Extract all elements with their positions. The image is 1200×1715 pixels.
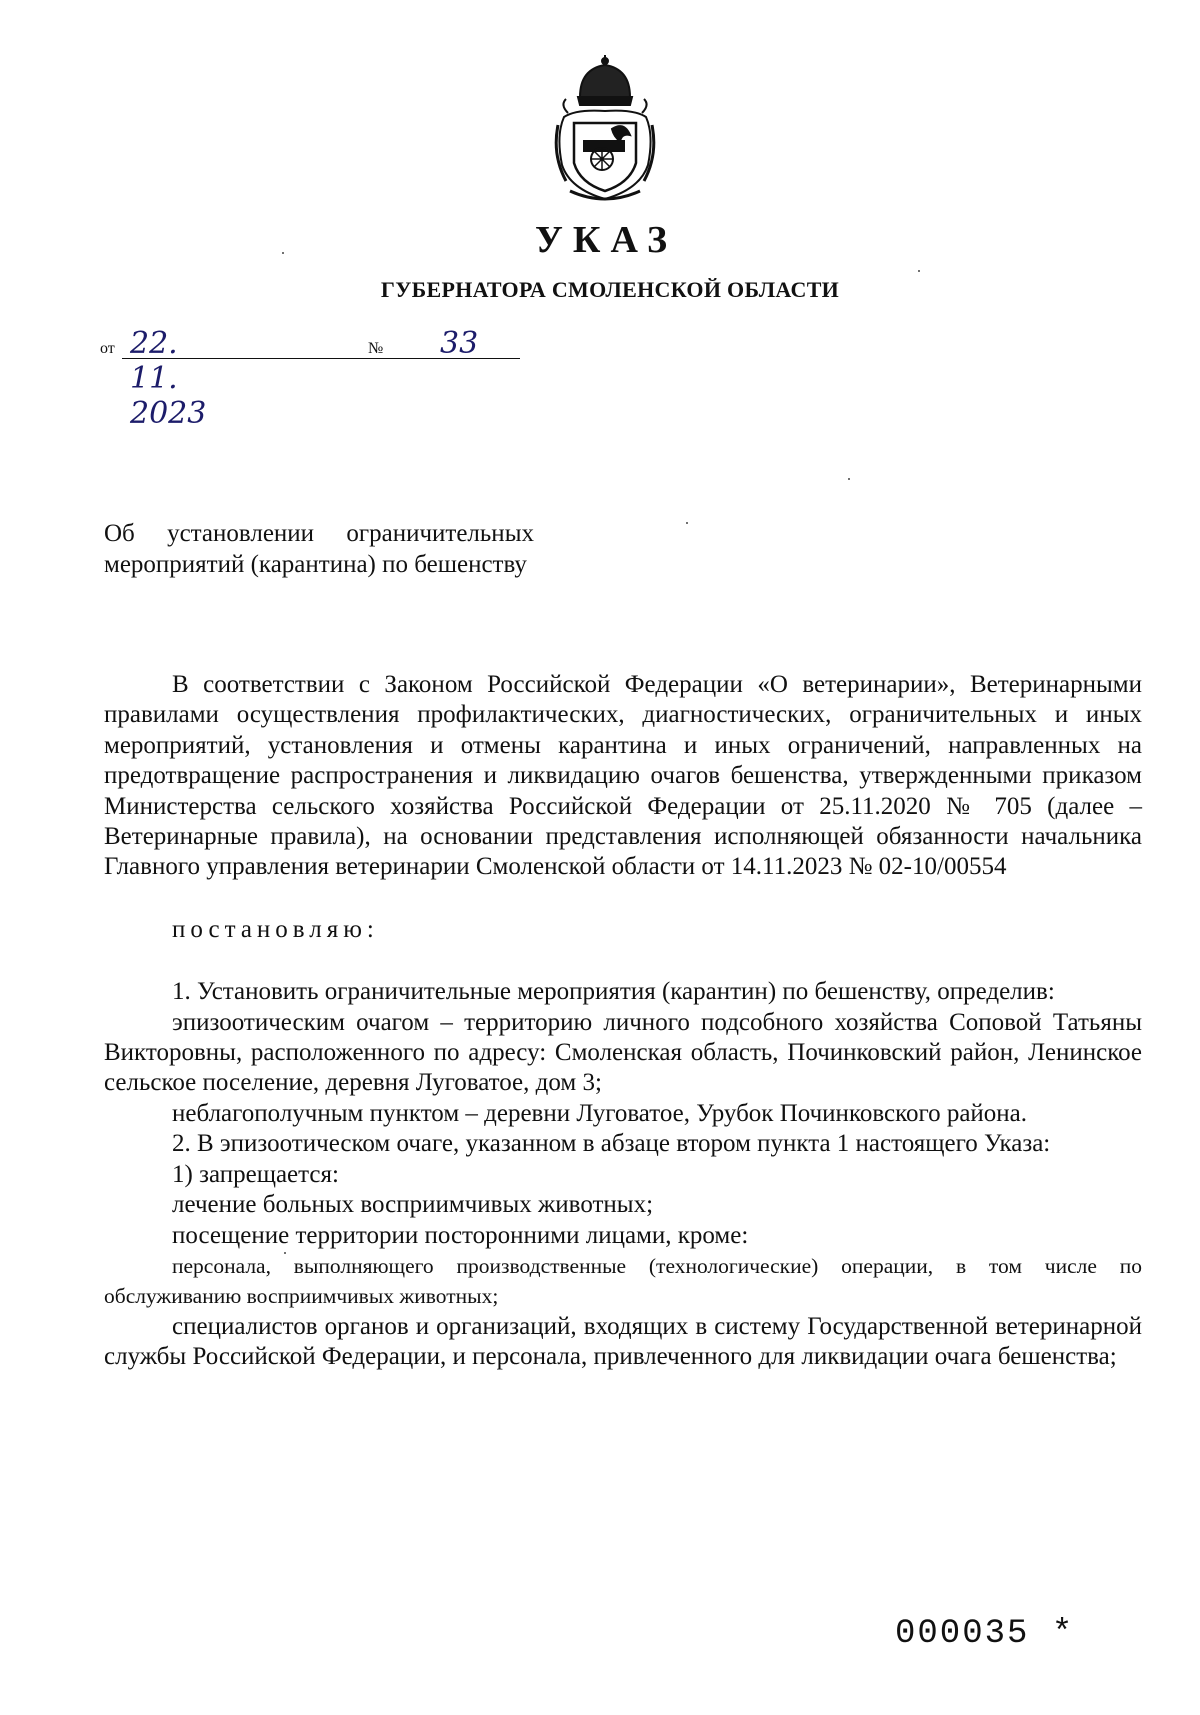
document-title: УКАЗ <box>535 219 677 261</box>
decree-word: постановляю: <box>172 915 379 943</box>
item-2-1: 1) запрещается: <box>172 1160 339 1188</box>
item-2-1-b: посещение территории посторонними лицами, кроме: <box>172 1221 749 1249</box>
date-from-label: от <box>100 340 115 357</box>
item-2-1-b-1: персонала, выполняющего производственные (технологические) операции, в том числе по обслуживанию восприимчивых животных; <box>104 1253 1142 1309</box>
spacer <box>104 883 1142 915</box>
scan-speck <box>282 252 284 254</box>
item-1: 1. Установить ограничительные мероприятия (карантин) по бешенству, определив: <box>172 978 1055 1006</box>
scan-speck <box>848 478 850 480</box>
document-subtitle: ГУБЕРНАТОРА СМОЛЕНСКОЙ ОБЛАСТИ <box>380 277 840 302</box>
smolensk-coat-of-arms-icon <box>550 55 660 205</box>
scan-speck <box>284 1252 286 1254</box>
handwritten-number: 33 <box>440 326 479 361</box>
scan-speck <box>918 270 920 272</box>
item-2: 2. В эпизоотическом очаге, указанном в абзаце втором пункта 1 настоящего Указа: <box>172 1130 1051 1158</box>
handwritten-date: 22. 11. 2023 <box>130 326 207 431</box>
item-2-1-b-2: специалистов органов и организаций, входящих в систему Государственной ветеринарной службы Российской Федерации, и персонала, привлеченного для ликвидации очага бешенства; <box>104 1312 1142 1371</box>
spacer <box>104 945 1142 977</box>
item-2-1-a: лечение больных восприимчивых животных; <box>172 1191 654 1219</box>
document-subject: Об установлении ограничительных мероприятий (карантина) по бешенству <box>104 520 534 578</box>
number-label: № <box>368 340 384 357</box>
scan-speck <box>686 522 688 524</box>
document-body <box>104 670 1142 1373</box>
preamble-paragraph: В соответствии с Законом Российской Федерации «О ветеринарии», Ветеринарными правилами осуществления профилактических, диагностических, ограничительных и иных мероприятий, установления и отмены карантина и иных ограничений, направленных на предотвращение распространения и ликвидацию очагов бешенства, утвержденными приказом Министерства сельского хозяйства Российской Федерации от 25.11.2020 № 705 (далее – Ветеринарные правила), на основании представления исполняющей обязанности начальника Главного управления ветеринарии Смоленской области от 14.11.2023 № 02-10/00554 <box>104 671 1142 881</box>
serial-number: 000035 * <box>895 1615 1075 1653</box>
item-1-focus: эпизоотическим очагом – территорию личного подсобного хозяйства Соповой Татьяны Викторовны, расположенного по адресу: Смоленская область, Починковский район, Ленинское сельское поселение, деревня Луговатое, дом 3; <box>104 1008 1142 1097</box>
item-1-point: неблагополучным пунктом – деревни Луговатое, Урубок Починковского района. <box>172 1099 1028 1127</box>
